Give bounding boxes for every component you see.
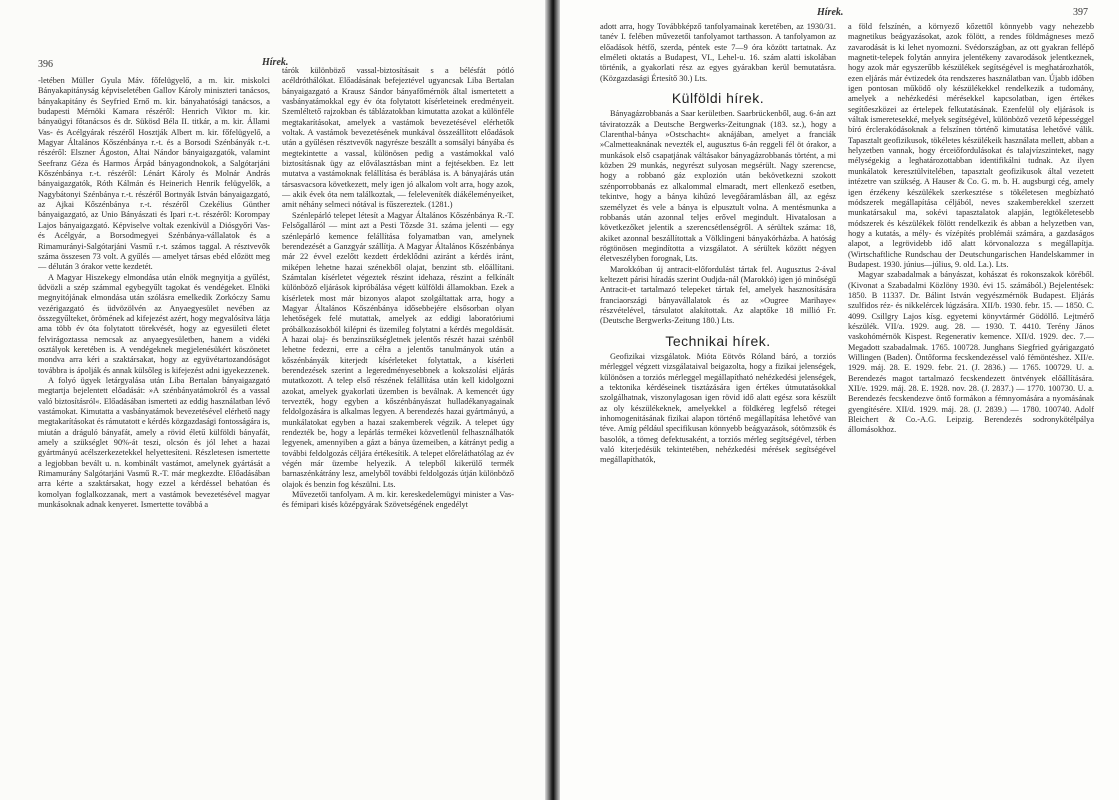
paragraph: tárók különböző vassal-biztosításait s a bélésfát pótló acéldróthálókat. Előadásának befejeztével ugyancsak Liba Bertalan bányaigazgató a Krausz Sándor bányafőmérnök által ismertetett a vasbányatámokkal egy év óta folytatott kísérleteinek eredményeit. Szemléltető rajzokban és táblázatokban kimutatta azokat a különféle megtakarításokat, amelyek a vastámok bevezetésével elérhetők voltak. A vastámok bevezetésének munkával összeállított előadások után a gyűlésen résztvevők nagyrésze beszállt a somsályi bányába és megtekintette a vassal, különösen pedig a vastámokkal való biztosításnak ügy az előválasztásban mint a fejtésekben. Ez lett mutatva a vastámoknak felállítása és beráblása is. A bányajárás után társasvacsora következett, mely igen jó alkalom volt arra, hogy azok, — akik évek óta nem találkoztak, — feleleveníték diákéleményeiket, amit néhány selmeci nótával is fűszereztek. (1281.)	[282, 66, 514, 210]
running-head-right: Hírek.	[817, 7, 844, 18]
right-column-2	[848, 22, 1094, 794]
section-title-foreign-news: Külföldi hírek.	[671, 90, 765, 107]
left-page	[0, 0, 545, 800]
paragraph: a föld felszínén, a környező kőzettől könnyebb vagy nehezebb magnetikus beágyazásokat, azok fölött, a rendes földmágneses mező zavarodását is ki lehet nyomozni. Svédországban, az ott gyakran fellépő magnetit-telepek folytán annyira jelentékeny zavarodások jelentkeznek, hogy azok már egyszerűbb készülékek segítségével is meghatározhatók, ezen eljárás már évtizedek óta rendszeres használatban van. Újabb időben igen pontosan működő oly készülékekkel rendelkezik a tudomány, amelyek a nehézkedési mérésekkel kapcsolatban, igen értékes segítőeszközei az értelepek felkutatásának. Ezenfelül oly eljárások is váltak ismeretesekké, melyek segítségével, különböző vezető képességgel bíró érclerakódásoknak a felszínen történő kimutatása lehetővé válik. Tapasztalt geofizikusok, tökéletes készülékeik használata mellett, abban a helyzetben vannak, hogy érceiőfordulásokat és talajvízszinteket, nagy mélységekig a leghatározottabban identifikálni tudnak. Az ilyen munkálatok keresztülvitelében, tapasztalt geofizikusok által vezetett intézetre van szükség. A Hauser & Co. G. m. b. H. augsburgi cég, amely igen érzékeny készülékek szerkesztése s tökéletesen megbízható módszerek megállapítása céljából, neves szakemberekkel szerzett munkatársakul ma, sokévi tapasztalatok alapján, legtökéletesebb módszerek és készülékek fölött rendelkezik és abban a helyzetben van, hogy a kutatás, a mély- és vízépítés problémái számára, a gazdaságos alapot, a legrövidebb idő alatt körvonalozza s megállapítja. (Wirtschaftliche Rundschau der Deutschungarischen Handelskammer in Budapest. 1930. június—július, 9. old. La.). Lts.	[848, 22, 1094, 269]
paragraph: Marokkóban új antracit-előfordulást tártak fel. Augusztus 2-ával keltezett párisi híradás szerint Oudjda-nál (Marokkó) igen jó minőségű Antracit-et tartalmazó telepeket tártak fel, amelyek hasznosítására franciaországi bányavállalatok és az »Ougree Marihaye« részvételével, társulatot alakítottak. Az alaptőke 18 millió Fr. (Deutsche Bergwerks-Zeitung 180.) Lts.	[600, 264, 836, 326]
left-column-2	[282, 66, 514, 794]
paragraph: adott arra, hogy Továbbképző tanfolyamainak keretében, az 1930/31. tanév I. felében művezetői tanfolyamot tarthasson. A tanfolyamon az előadások hétfő, szerda, péntek este 7—9 óra között tartatnak. Az elméleti oktatás a Budapest, VI., Lehel-u. 16. szám alatti iskolában történik, a gyakorlati rész az egyes gyárakban kerül bemutatásra. (Közgazdasági Értesítő 30.) Lts.	[600, 22, 836, 83]
section-title-technical-news: Technikai hírek.	[665, 332, 771, 349]
paragraph: Szénlepárló telepet létesít a Magyar Általános Kőszénbánya R.-T. Felsőgalláról — mint azt a Pesti Tőzsde 31. száma jelenti — egy szénlepárló kemence felállítása folyamatban van, amelynek berendezését a Ganzgyár szállítja. A Magyar Általános Kőszénbánya már 22 évvel ezelőtt kezdett érdeklődni aziránt a kérdés iránt, miképen lehetne hazai szénekből olajat, benzint stb. előállítani. Számtalan kísérletet végeztek részint idehaza, részint a felkínált különböző eljárások kipróbálása végett külföldi államokban. Ezek a kísérletek most már bizonyos alapot szolgáltattak arra, hogy a Magyar Általános Kőszénbánya idősebbejére elsősorban olyan lehetőségek felé mutattak, amelyek az eddigi laboratóriumi próbálkozásokból kilépni és üzemileg folytatni a kérdés megoldását. A hazai olaj- és benzinszükségletnek jelentős részét hazai szénből lehetne fedezni, erre a célra a jelentős tanulmányok után a kőszénbányák kiterjedt kísérleteket folytattak, a kísérleti berendezések szerint a legeredményesebbnek a kokszolási eljárás mutatkozott. A telep első részének felállítása után kell kidolgozni azokat, amelyek gyakorlati üzemben is beválnak. A kemencét úgy tervezték, hogy egyben a kőszénbányászat hulladékanyagainak feldolgozására is alkalmas legyen. A berendezés hazai gyártmányú, a munkálatokat egyben a hazai szakemberek végzik. A telepet úgy rendezték be, hogy a lepárlás termékei közvetlenül felhasználhatók legyenek, amennyiben a gázt a bánya üzemeiben, a kátrányt pedig a további feldolgozás céljára értékesítik. A telepet előreláthatólag az év végén már üzembe helyezik. A telepből kikerülő termék barnaszénkátrány lesz, amelyből további feldolgozás útján különböző olajok és benzin fog készülni. Lts.	[282, 210, 514, 489]
paragraph: Magyar szabadalmak a bányászat, kohászat és rokonszakok köréből. (Kivonat a Szabadalmi Közlöny 1930. évi 15. számából.) Bejelentések: 1850. B 11337. Dr. Bálint István vegyészmérnök Budapest. Eljárás szulfidos réz- és nikkelércek lúgzására. XII/b. 1930. febr. 15. — 1850. C. 4099. Csillgry Lajos kísg. egyetemi könyvtármér Gödöllő. Lejtmérő készülék. VII/a. 1929. aug. 28. — 1930. T. 4410. Terény János vaskohómérnök Kispest. Regenerativ kemence. XII/d. 1929. dec. 7.— Megadott szabadalmak. 1765. 100728. Junghans Siegfried gyárigazgató Willingen (Baden). Öntőforma fecskendezéssel való fémöntéshez. XII/e. 1929. máj. 28. E. 1929. febr. 21. (J. 2836.) — 1765. 100729. U. a. Berendezés magot tartalmazó fecskendezett öntvények előállítására. XII/e. 1929. máj. 28. E. 1928. nov. 28. (J. 2837.) — 1770. 100730. U. a. Berendezés fecskendezve öntő formákon a fémnyomására a nyomásának gyengítésére. XII/d. 1929. máj. 28. (J. 2839.) — 1780. 100740. Adolf Bleichert & Co.-A.G. Leipzig. Berendezés sodronykötélpálya állomásokhoz.	[848, 270, 1094, 435]
page-number-right: 397	[1073, 7, 1088, 18]
page-number-left: 396	[38, 59, 53, 70]
book-gutter	[545, 0, 560, 800]
paragraph: -letében Müller Gyula Máv. főfelügyelő, a m. kir. miskolci Bányakapitányság képviseletében Gallov Károly miniszteri tanácsos, bányakapitány és Seyfried Ernő m. kir. bányahatósági tanácsos, a budapesti Mérnöki Kamara részéről: Henrich Viktor m. kir. bányaügyi főtanácsos és dr. Sükösd Béla II. titkár, a m. kir. Állami Vas- és Acélgyárak részéről Hosztják Albert m. kir. főfelügyelő, a Magyar Általános Kőszénbánya r.-t. és a Borsodi Szénbányák r.-t. részéről: Elszner Ágoston, Altai Nándor bányaigazgatók, valamint Seefranz Géza és Harmos Árpád bányagondnokok, a Salgótarjáni Kőszénbánya r.-t. részéről: Lénárt Károly és Molnár András bányaigazgatók, Róth Kálmán és Heinerich Henrik felügyelők, a Nagybátonyi Szénbánya r.-t. részéről Bortnyák István bányaigazgató, az Ajkai Kőszénbánya r.-t. részéről Czekélius Günther bányaigazgató, az Unio Bányászati és Ipari r.-t. részéről: Korompay Lajos bányaigazgató. Képviselve voltak ezenkívül a Diósgyőri Vas- és Acélgyár, a Borsodmegyei Szénbánya-vállalatok és a Rimamurányi-Salgótarjáni Vasmű r.-t. számos taggal. A résztvevők száma összesen 73 volt. A gyűlés — amelyet társas ebéd előzött meg — délután 3 órakor vette kezdetét.	[38, 76, 270, 272]
left-column-1	[38, 76, 270, 794]
paragraph: Bányagázrobbanás a Saar kerületben. Saarbrückenből, aug. 6-án azt táviratozzák a Deutsche Bergwerks-Zeitungnak (183. sz.), hogy a Clarenthal-bánya »Ostschacht« aknájában, amelyet a franciák »Calmetteaknának nevezték el, augusztus 6-án reggeli fél öt órakor, a munkások első csapatjának váltásakor bányagázrobbanás történt, a mi közben 29 munkás, negyrészt sulyosan megsérült. Nagy szerencse, hogy a robbanó gáz explozión után bekövetkezni szokott szénporrobbanás ez alkalommal elmaradt, mert ellenkező esetben, tekintve, hogy a bánya kihűzó levegőáramlásban áll, az egész személyzet és vele a bánya is elpusztult volna. A mentésmunka a robbanás után azonnal teljes erővel megindult. Hivatalosan a következőket jelentik a szerencsétlenségről. A sérültek száma: 18, akiket azonnal beszállítottak a Völklingeni bányakórházba. A hatóság rögtönösen megindította a vizsgálatot. A sérültek között négyen életveszélyben forognak, Lts.	[600, 109, 836, 264]
paragraph: Művezetői tanfolyam. A m. kir. kereskedelemügyi minister a Vas- és fémipari kisés középgyárak Szövetségének engedélyt	[282, 490, 514, 510]
paragraph: A Magyar Hiszekegy elmondása után elnök megnyitja a gyűlést, üdvözli a szép számmal egybegyűlt tagokat és vendégeket. Elnöki megnyitójának elmondása után szólásra emelkedik Zorkóczy Samu vezérigazgató és üdvözölvén az Anyaegyesület nevében az összegyűlteket, örömének ad kifejezést azért, hogy megvalósítva látja ama több év óta folytatott törekvését, hogy az egyesületi életet felvirágoztassa nemcsak az anyaegyesületben, hanem a vidéki osztályok keretében is. A vendégeknek megjelenésükért köszönetet mondva arra kéri a szaktársakat, hogy az együvétartozandóságot továbbra is ápolják és annak külsőleg is kifejezést adni igyekezzenek.	[38, 272, 270, 375]
right-column-1	[600, 22, 836, 794]
paragraph: A folyó ügyek letárgyalása után Liba Bertalan bányaigazgató megtartja bejelentett előadását: »A szénbányatámokról és a vassal való biztosításról«. Előadásában ismerteti az eddig használatban lévő vastámokat. Kimutatta a vasbányatámok bevezetésével elérhető nagy megtakarításokat és rámutatott e kérdés közgazdasági fontosságára is, miután a dráguló bányafát, amely a rövid életű külföldi bányafát, amely a szükséglet 90%-át teszi, olcsón és jól lehet a hazai gyártmányú acélszerkezetekkel helyettesíteni. Részletesen ismertette a legjobban bevált u. n. kombinált vastámot, amelynek gyártását a Rimamurány Salgótarjáni Vasmű R.-T. már megkezdte. Előadásában arra kérte a szaktársakat, hogy ezzel a kérdéssel behatóan és komolyan foglalkozzanak, mert a vastámok bevezetésével magyar munkásoknak adnak kenyeret. Ismertette továbbá a	[38, 375, 270, 510]
right-page	[560, 0, 1119, 800]
running-head-left: Hírek.	[262, 57, 289, 68]
paragraph: Geofizikai vizsgálatok. Mióta Eötvös Róland báró, a torziós mérleggel végzett vizsgálataival beigazolta, hogy a fizikai jelenségek, különösen a torziós mérleggel megállapítható nehézkedési jelenségek, a tektonika kérdéseinek tisztázására igen értékes útmutatásokkal szolgálhatnak, viszonylagosan igen rövid idő alatt egész sora készült az oly készülékeknek, amelyekkel a földkéreg legfelső rétegei inhomogenitásának fizikai alapon történő megállapítása lehetővé van téve. Amíg például specifikusan könnyebb beágyazások, sótömzsök és basolók, a tömeg defektusaként, a torziós mérleg segítségével, térben való kiterjedésük tekintetében, nehézkedési mérések segítségével megállapíthatók,	[600, 351, 836, 465]
